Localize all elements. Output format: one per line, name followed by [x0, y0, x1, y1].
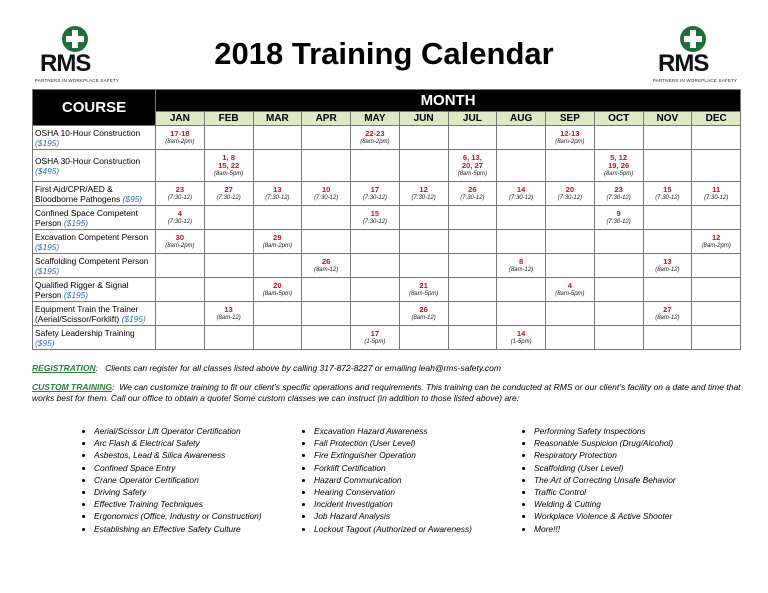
schedule-cell-oct — [594, 126, 643, 150]
schedule-cell-aug — [497, 182, 546, 206]
month-header-nov: NOV — [643, 111, 692, 125]
session-dates: 4 — [177, 208, 182, 218]
registration-text: Clients can register for all classes listed above by calling 317-872-8227 or emailing leah@rms-safety.com — [105, 363, 501, 373]
schedule-cell-dec — [692, 254, 741, 278]
schedule-cell-apr — [302, 182, 351, 206]
session-dates: 13 — [273, 184, 282, 194]
page-title: 2018 Training Calendar — [214, 36, 554, 71]
logo-tagline: PARTNERS IN WORKPLACE SAFETY — [34, 78, 120, 83]
schedule-cell-oct — [594, 326, 643, 350]
schedule-cell-nov — [643, 182, 692, 206]
session-time: (8am-5pm) — [555, 290, 585, 297]
schedule-cell-jan — [156, 230, 205, 254]
month-header-apr: APR — [302, 111, 351, 125]
course-price: ($195) — [35, 137, 60, 148]
course-name-cell — [33, 126, 156, 150]
month-header-may: MAY — [351, 111, 400, 125]
schedule-cell-may — [351, 278, 400, 302]
list-item: • Excavation Hazard Awareness — [314, 425, 472, 437]
session-time: (8am-2pm) — [360, 138, 390, 145]
schedule-cell-jan — [156, 278, 205, 302]
green-cross-icon — [680, 26, 706, 52]
schedule-cell-sep — [546, 206, 595, 230]
schedule-cell-mar — [253, 302, 302, 326]
session-dates: 12 — [419, 184, 428, 194]
schedule-cell-jan — [156, 302, 205, 326]
custom-classes-list — [300, 425, 472, 535]
schedule-cell-sep — [546, 278, 595, 302]
schedule-cell-may — [351, 230, 400, 254]
schedule-cell-jan — [156, 182, 205, 206]
schedule-cell-apr — [302, 302, 351, 326]
session-dates: 14 — [516, 328, 526, 338]
session-dates: 10 — [321, 184, 331, 194]
table-row — [33, 126, 741, 150]
schedule-cell-aug — [497, 326, 546, 350]
schedule-cell-nov — [643, 126, 692, 150]
session-dates: 26 — [419, 304, 428, 314]
schedule-cell-jul — [448, 278, 497, 302]
session-time: (7:30-12) — [460, 194, 485, 201]
schedule-cell-feb — [204, 230, 253, 254]
month-header-oct: OCT — [594, 111, 643, 125]
list-item: • Forklift Certification — [314, 462, 472, 474]
schedule-cell-dec — [692, 230, 741, 254]
table-row — [33, 230, 741, 254]
registration-note: REGISTRATION: Clients can register for all classes listed above by calling 317-872-8227 or emailing leah@rms-safety.com — [32, 363, 501, 373]
list-item: • Arc Flash & Electrical Safety — [94, 437, 262, 449]
custom-training-note: CUSTOM TRAINING: We can customize training to fit our client’s specific operations and requirements. This training can be conducted at RMS or our client’s facility on a date and time that works best for them. Call our office to obtain a quote! Some custom classes we can instruct (in addition to those listed above) are: — [32, 382, 741, 403]
schedule-cell-may — [351, 326, 400, 350]
session-time: (1-5pm) — [364, 338, 386, 345]
session-dates: 6, 13, — [462, 152, 482, 162]
course-price: ($195) — [63, 217, 89, 228]
notes-section — [32, 363, 744, 412]
session-time: (7:30-12) — [216, 194, 241, 201]
schedule-cell-mar — [253, 206, 302, 230]
list-item: • Confined Space Entry — [94, 462, 262, 474]
session-time: (7:30-12) — [362, 218, 388, 225]
list-item: • Fire Extinguisher Operation — [314, 449, 472, 461]
session-dates: 15 — [370, 208, 380, 218]
session-time: (7:30-12) — [313, 194, 339, 201]
list-item: • Hazard Communication — [314, 474, 472, 486]
session-dates: 5, 12 — [610, 152, 628, 162]
course-price: ($195) — [35, 265, 60, 276]
session-dates: 22-23 — [365, 128, 385, 138]
schedule-cell-jul — [448, 302, 497, 326]
list-item: • Hearing Conservation — [314, 486, 472, 498]
session-time: (7:30-12) — [265, 194, 290, 201]
session-dates: 8 — [519, 256, 524, 266]
session-time: (7:30-12) — [606, 218, 631, 225]
schedule-cell-mar — [253, 254, 302, 278]
session-time: (7:30-12) — [704, 194, 729, 201]
schedule-cell-apr — [302, 254, 351, 278]
month-header-mar: MAR — [253, 111, 302, 125]
list-item: • Effective Training Techniques — [94, 498, 262, 510]
list-item: • Crane Operator Certification — [94, 474, 262, 486]
session-time: (7:30-12) — [606, 194, 631, 201]
schedule-cell-dec — [692, 326, 741, 350]
schedule-cell-nov — [643, 302, 692, 326]
course-name-cell — [33, 254, 156, 278]
course-name-cell — [33, 182, 156, 206]
schedule-cell-jan — [156, 254, 205, 278]
schedule-cell-jan — [156, 150, 205, 182]
session-time: (7:30-12) — [655, 194, 680, 201]
schedule-cell-apr — [302, 326, 351, 350]
session-dates: 13 — [224, 304, 233, 314]
course-name: Confined Space Competent Person — [35, 207, 138, 228]
course-name: Qualified Rigger & Signal Person — [35, 279, 129, 300]
session-dates: 23 — [614, 184, 623, 194]
schedule-cell-dec — [692, 182, 741, 206]
month-column-header: MONTH — [156, 90, 741, 112]
schedule-cell-oct — [594, 150, 643, 182]
schedule-cell-feb — [204, 278, 253, 302]
logo-tagline: PARTNERS IN WORKPLACE SAFETY — [652, 78, 738, 83]
session-dates: 23 — [175, 184, 185, 194]
list-item: • Respiratory Protection — [534, 449, 676, 461]
session-time: (7:30-12) — [362, 194, 388, 201]
training-calendar-table — [32, 89, 741, 350]
schedule-cell-jun — [399, 302, 448, 326]
session-dates: 27 — [663, 304, 672, 314]
schedule-cell-jan — [156, 326, 205, 350]
session-dates: 30 — [175, 232, 185, 242]
custom-training-label: CUSTOM TRAINING — [32, 382, 113, 392]
session-time: (8am-12) — [655, 266, 680, 273]
list-item: • Driving Safety — [94, 486, 262, 498]
session-time: (7:30-12) — [557, 194, 583, 201]
course-name: First Aid/CPR/AED & Bloodborne Pathogens — [35, 183, 123, 204]
schedule-cell-feb — [204, 206, 253, 230]
schedule-cell-jul — [448, 126, 497, 150]
schedule-cell-nov — [643, 278, 692, 302]
list-item: • Reasonable Suspicion (Drug/Alcohol) — [534, 437, 676, 449]
list-item: • More!!! — [534, 523, 676, 535]
course-name-cell — [33, 326, 156, 350]
course-price: ($195) — [63, 289, 89, 300]
session-dates: 20 — [565, 184, 575, 194]
schedule-cell-jun — [399, 230, 448, 254]
custom-classes-column-3 — [520, 425, 676, 535]
schedule-cell-apr — [302, 126, 351, 150]
schedule-cell-feb — [204, 150, 253, 182]
schedule-cell-feb — [204, 254, 253, 278]
schedule-cell-feb — [204, 182, 253, 206]
session-time: (1-5pm) — [510, 338, 532, 345]
month-header-jan: JAN — [156, 111, 205, 125]
course-rows — [33, 126, 741, 350]
list-item: • Scaffolding (User Level) — [534, 462, 676, 474]
session-dates: 15 — [663, 184, 672, 194]
schedule-cell-may — [351, 150, 400, 182]
schedule-cell-nov — [643, 254, 692, 278]
session-dates: 29 — [273, 232, 282, 242]
schedule-cell-aug — [497, 254, 546, 278]
schedule-cell-may — [351, 126, 400, 150]
schedule-cell-jun — [399, 326, 448, 350]
list-item: • Performing Safety Inspections — [534, 425, 676, 437]
schedule-cell-oct — [594, 254, 643, 278]
course-column-header: COURSE — [33, 90, 156, 126]
schedule-cell-feb — [204, 326, 253, 350]
rms-logo-right — [650, 26, 740, 88]
schedule-cell-may — [351, 254, 400, 278]
session-time: (7:30-12) — [508, 194, 534, 201]
schedule-cell-nov — [643, 326, 692, 350]
list-item: • Establishing an Effective Safety Culture — [94, 523, 262, 535]
session-dates: 17 — [370, 328, 380, 338]
schedule-cell-sep — [546, 254, 595, 278]
course-price: ($495) — [35, 165, 60, 176]
session-time: (7:30-12) — [167, 218, 193, 225]
schedule-cell-aug — [497, 206, 546, 230]
schedule-cell-oct — [594, 230, 643, 254]
session-dates: 20, 27 — [461, 160, 483, 170]
course-price: ($95) — [122, 193, 143, 204]
schedule-cell-oct — [594, 302, 643, 326]
schedule-cell-jan — [156, 126, 205, 150]
session-time: (8am-12) — [655, 314, 680, 321]
schedule-cell-sep — [546, 150, 595, 182]
list-item: • Job Hazard Analysis — [314, 510, 472, 522]
schedule-cell-dec — [692, 206, 741, 230]
schedule-cell-feb — [204, 126, 253, 150]
schedule-cell-sep — [546, 326, 595, 350]
schedule-cell-dec — [692, 126, 741, 150]
session-time: (8am-2pm) — [165, 242, 195, 249]
course-name: Equipment Train the Trainer (Aerial/Scissor/Forklift) — [35, 303, 139, 324]
month-header-aug: AUG — [497, 111, 546, 125]
session-dates: 20 — [273, 280, 282, 290]
schedule-cell-may — [351, 206, 400, 230]
schedule-cell-aug — [497, 302, 546, 326]
session-dates: 17-18 — [170, 128, 190, 138]
course-name-cell — [33, 302, 156, 326]
schedule-cell-aug — [497, 230, 546, 254]
list-item: • The Art of Correcting Unsafe Behavior — [534, 474, 676, 486]
schedule-cell-jun — [399, 254, 448, 278]
course-name-cell — [33, 278, 156, 302]
session-time: (8am-5pm) — [213, 170, 244, 177]
session-time: (8am-2pm) — [262, 242, 293, 249]
session-dates: 12-13 — [560, 128, 580, 138]
schedule-cell-sep — [546, 230, 595, 254]
session-time: (8am-2pm) — [701, 242, 731, 249]
schedule-cell-mar — [253, 150, 302, 182]
schedule-cell-may — [351, 182, 400, 206]
schedule-cell-mar — [253, 126, 302, 150]
course-name-cell — [33, 230, 156, 254]
custom-classes-list — [80, 425, 262, 535]
logo-wordmark: RMS — [40, 50, 91, 77]
schedule-cell-jul — [448, 230, 497, 254]
course-name-cell — [33, 150, 156, 182]
course-name-cell — [33, 206, 156, 230]
session-dates: 14 — [516, 184, 526, 194]
month-header-jun: JUN — [399, 111, 448, 125]
schedule-cell-sep — [546, 182, 595, 206]
table-row — [33, 302, 741, 326]
schedule-cell-mar — [253, 230, 302, 254]
session-dates: 26 — [321, 256, 331, 266]
session-dates: 9 — [616, 208, 621, 218]
session-dates: 15, 22 — [218, 160, 240, 170]
custom-classes-list — [520, 425, 676, 535]
schedule-cell-oct — [594, 206, 643, 230]
schedule-cell-jun — [399, 126, 448, 150]
course-name: Scaffolding Competent Person — [35, 255, 149, 266]
schedule-cell-apr — [302, 230, 351, 254]
session-dates: 17 — [370, 184, 380, 194]
list-item: • Lockout Tagout (Authorized or Awareness) — [314, 523, 472, 535]
schedule-cell-jan — [156, 206, 205, 230]
schedule-cell-aug — [497, 150, 546, 182]
session-dates: 11 — [712, 184, 721, 194]
schedule-cell-jul — [448, 206, 497, 230]
schedule-cell-dec — [692, 150, 741, 182]
table-row — [33, 326, 741, 350]
schedule-cell-jul — [448, 150, 497, 182]
registration-label: REGISTRATION — [32, 363, 96, 373]
table-row — [33, 182, 741, 206]
session-dates: 19, 26 — [608, 160, 630, 170]
schedule-cell-sep — [546, 302, 595, 326]
course-name: Safety Leadership Training — [35, 327, 135, 338]
schedule-cell-aug — [497, 278, 546, 302]
month-header-jul: JUL — [448, 111, 497, 125]
session-time: (7:30-12) — [411, 194, 436, 201]
schedule-cell-apr — [302, 150, 351, 182]
session-dates: 12 — [711, 232, 721, 242]
course-price: ($95) — [35, 337, 55, 348]
session-time: (8am-12) — [216, 314, 241, 321]
session-time: (8am-2pm) — [555, 138, 585, 145]
session-time: (8am-5pm) — [457, 170, 488, 177]
schedule-cell-dec — [692, 302, 741, 326]
table-row — [33, 150, 741, 182]
session-time: (7:30-12) — [167, 194, 193, 201]
custom-classes-column-2 — [300, 425, 472, 535]
session-time: (8am-12) — [313, 266, 339, 273]
table-row — [33, 206, 741, 230]
session-dates: 27 — [224, 184, 233, 194]
schedule-cell-jul — [448, 182, 497, 206]
table-row — [33, 254, 741, 278]
course-name: OSHA 10-Hour Construction — [35, 127, 141, 138]
list-item: • Welding & Cutting — [534, 498, 676, 510]
session-time: (8am-12) — [411, 314, 436, 321]
schedule-cell-jul — [448, 326, 497, 350]
schedule-cell-apr — [302, 206, 351, 230]
schedule-cell-mar — [253, 182, 302, 206]
session-time: (8am-5pm) — [603, 170, 634, 177]
month-header-dec: DEC — [692, 111, 741, 125]
list-item: • Ergonomics (Office, Industry or Construction) — [94, 510, 262, 522]
course-name: OSHA 30-Hour Construction — [35, 155, 141, 166]
schedule-cell-nov — [643, 230, 692, 254]
session-dates: 26 — [468, 184, 477, 194]
session-dates: 21 — [419, 280, 428, 290]
session-time: (8am-5pm) — [262, 290, 293, 297]
schedule-cell-oct — [594, 182, 643, 206]
schedule-cell-nov — [643, 206, 692, 230]
schedule-cell-jun — [399, 150, 448, 182]
month-header-sep: SEP — [546, 111, 595, 125]
schedule-cell-jun — [399, 182, 448, 206]
schedule-cell-mar — [253, 326, 302, 350]
list-item: • Aerial/Scissor Lift Operator Certification — [94, 425, 262, 437]
session-dates: 13 — [663, 256, 672, 266]
schedule-cell-mar — [253, 278, 302, 302]
schedule-cell-dec — [692, 278, 741, 302]
list-item: • Asbestos, Lead & Silica Awareness — [94, 449, 262, 461]
schedule-cell-nov — [643, 150, 692, 182]
schedule-cell-feb — [204, 302, 253, 326]
list-item: • Fall Protection (User Level) — [314, 437, 472, 449]
schedule-cell-oct — [594, 278, 643, 302]
schedule-cell-jul — [448, 254, 497, 278]
month-header-feb: FEB — [204, 111, 253, 125]
table-row — [33, 278, 741, 302]
schedule-cell-aug — [497, 126, 546, 150]
list-item: • Incident Investigation — [314, 498, 472, 510]
schedule-cell-sep — [546, 126, 595, 150]
session-dates: 1, 8 — [222, 152, 235, 162]
course-price: ($195) — [121, 313, 146, 324]
logo-wordmark: RMS — [658, 50, 709, 77]
session-time: (8am-12) — [508, 266, 534, 273]
list-item: • Traffic Control — [534, 486, 676, 498]
session-time: (8am-2pm) — [165, 138, 195, 145]
course-name: Excavation Competent Person — [35, 231, 149, 242]
schedule-cell-may — [351, 302, 400, 326]
schedule-cell-jun — [399, 206, 448, 230]
custom-classes-column-1 — [80, 425, 262, 535]
schedule-cell-apr — [302, 278, 351, 302]
session-time: (8am-5pm) — [408, 290, 439, 297]
schedule-cell-jun — [399, 278, 448, 302]
list-item: • Workplace Violence & Active Shooter — [534, 510, 676, 522]
course-price: ($195) — [35, 241, 60, 252]
session-dates: 4 — [567, 280, 572, 290]
custom-training-text: We can customize training to fit our client’s specific operations and requirements. This training can be conducted at RMS or our client’s facility on a date and time that works best for them. Call our office to obtain a quote! Some custom classes we can instruct (in addition to those listed above) are: — [32, 382, 741, 403]
